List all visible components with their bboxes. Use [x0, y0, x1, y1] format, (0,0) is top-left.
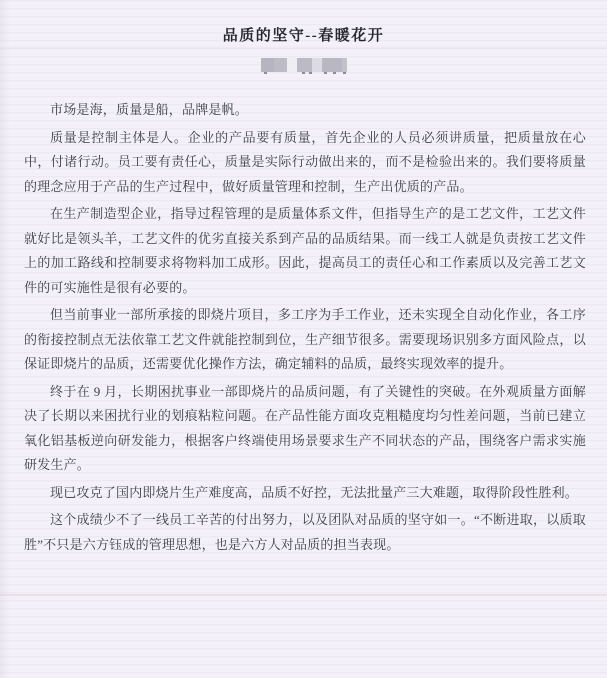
- redaction-block: [342, 58, 347, 72]
- redaction-speck: [343, 72, 346, 74]
- redaction-block: [287, 58, 297, 72]
- paragraph: 市场是海，质量是船，品牌是帆。: [50, 102, 249, 117]
- redaction-speck: [324, 72, 327, 74]
- redaction-speck: [264, 72, 267, 74]
- redaction-block: [322, 58, 342, 72]
- author-redaction: [261, 58, 347, 74]
- redaction-block: [297, 58, 312, 72]
- redaction-block: [274, 58, 287, 72]
- document-body: [24, 98, 586, 557]
- scan-artifact-line: [0, 47, 607, 49]
- redaction-block: [312, 58, 322, 72]
- redaction-speck: [309, 72, 312, 74]
- redaction-speck: [302, 72, 305, 74]
- paragraph: 现已攻克了国内即烧片生产难度高，品质不好控，无法批量产三大难题，取得阶段性胜利。: [50, 484, 579, 500]
- paragraph: 在生产制造型企业，指导过程管理的是质量体系文件，但指导生产的是工艺文件，工艺文件就好比是领头羊，工艺文件的优劣直接关系到产品的品质结果。而一线工人就是负责按工艺文件上的加工路线和控制要求将物料加工成形。因此，提高员工的责任心和工作素质以及完善工艺文件的可实施性是很有必要的。: [24, 206, 586, 295]
- scan-artifact-line: [0, 594, 607, 596]
- redaction-block: [261, 58, 274, 72]
- document-title: 品质的坚守--春暖花开: [222, 28, 385, 44]
- redaction-speck: [333, 72, 336, 74]
- paragraph: 这个成绩少不了一线员工辛苦的付出努力，以及团队对品质的坚守如一。“不断进取，以质取胜”不只是六方钰成的管理思想，也是六方人对品质的担当表现。: [24, 512, 586, 552]
- paragraph: 终于在 9 月，长期困扰事业一部即烧片的品质问题，有了关键性的突破。在外观质量方面解决了长期以来困扰行业的划痕粘粒问题。在产品性能方面攻克粗糙度均匀性差问题，当前已建立氧化铝基板逆向研发能力，根据客户终端使用场景要求生产不同状态的产品，围绕客户需求实施研发生产。: [24, 383, 586, 472]
- paragraph: 但当前事业一部所承接的即烧片项目，多工序为手工作业，还未实现全自动化作业，各工序的衔接控制点无法依靠工艺文件就能控制到位，生产细节很多。需要现场识别多方面风险点，以保证即烧片的品质，还需要优化操作方法，确定辅料的品质，最终实现效率的提升。: [24, 307, 586, 371]
- paragraph: 质量是控制主体是人。企业的产品要有质量，首先企业的人员必须讲质量，把质量放在心中，付诸行动。员工要有责任心，质量是实际行动做出来的，而不是检验出来的。我们要将质量的理念应用于产品的生产过程中，做好质量管理和控制，生产出优质的产品。: [24, 129, 586, 194]
